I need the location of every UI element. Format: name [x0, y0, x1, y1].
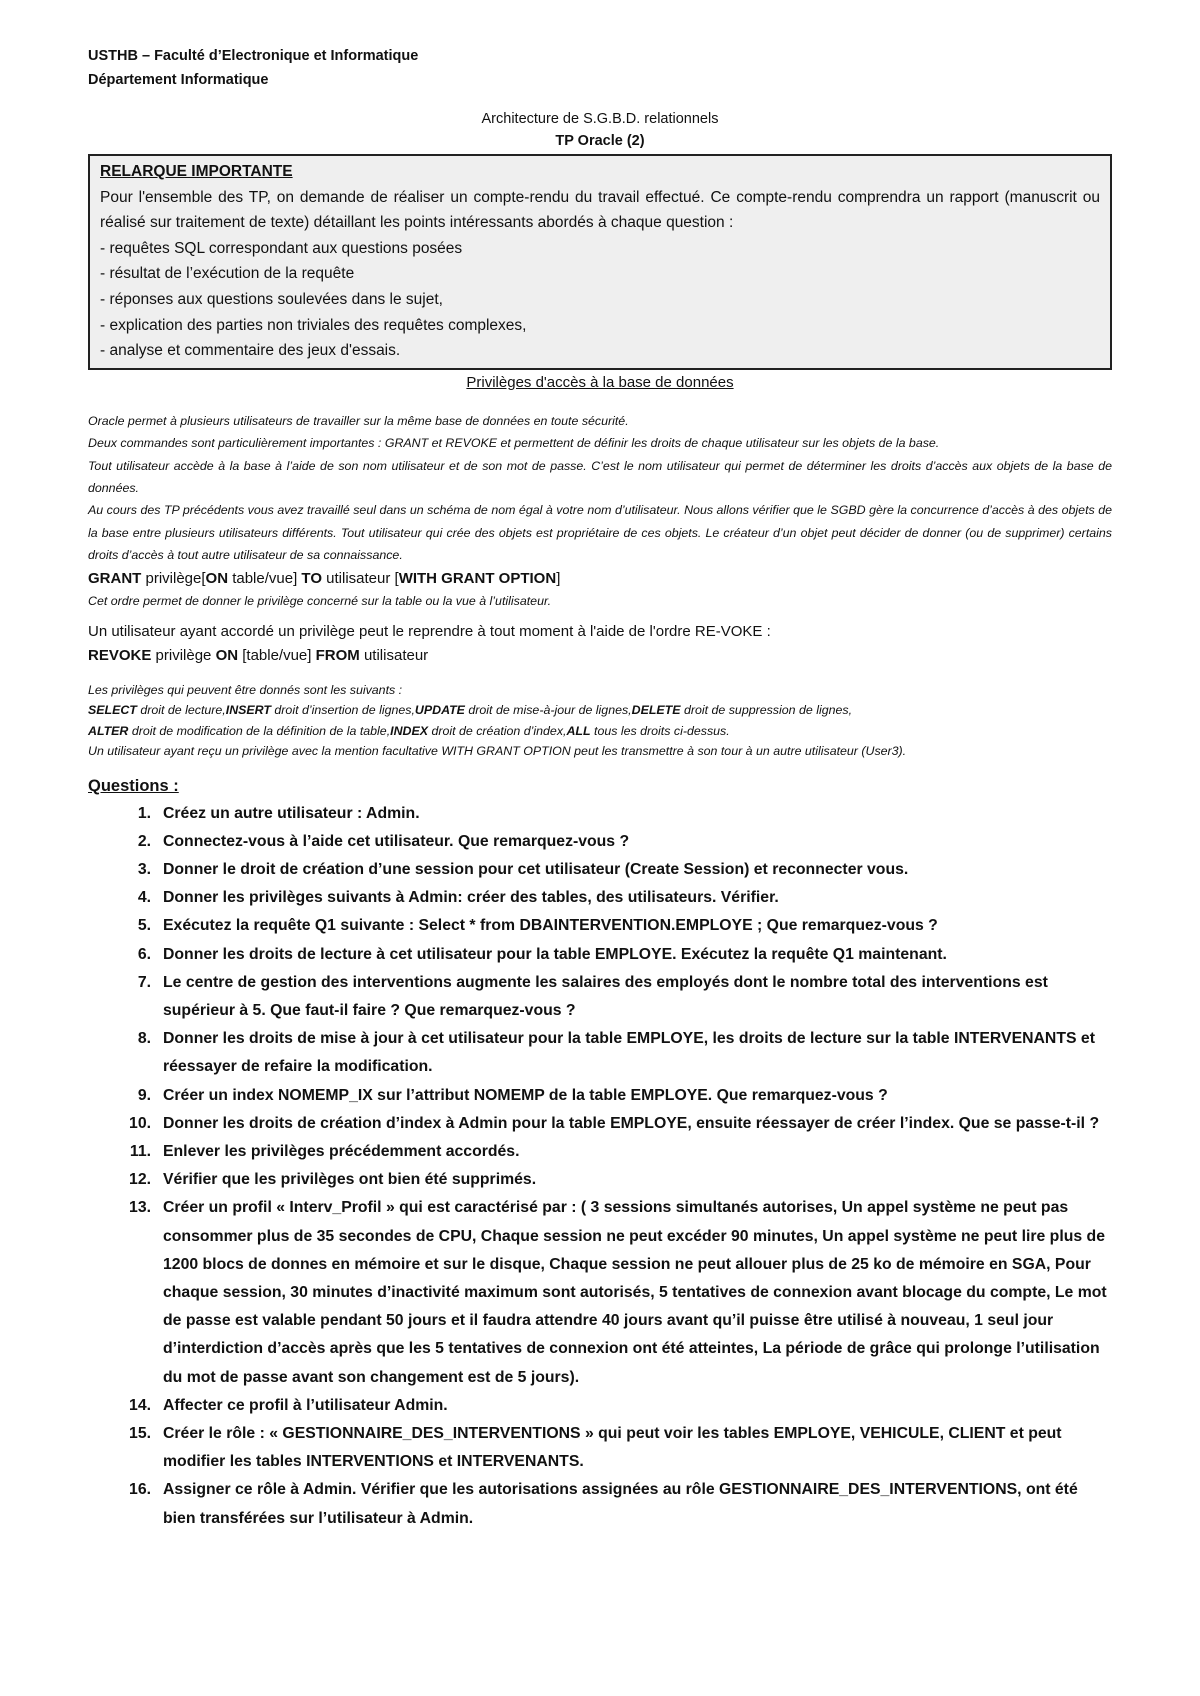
question-item — [88, 1138, 1112, 1166]
question-text: Créer un index NOMEMP_IX sur l’attribut NOMEMP de la table EMPLOYE. Que remarquez-vous ? — [163, 1086, 888, 1104]
question-number: 2. — [137, 832, 151, 850]
question-item — [88, 828, 1112, 856]
privileges-outro: Un utilisateur ayant reçu un privilège avec la mention facultative WITH GRANT OPTION peut les transmettre à son tour à un autre utilisateur (User3). — [88, 744, 907, 759]
syntax-text: utilisateur — [359, 646, 429, 664]
question-text: Donner les droits de mise à jour à cet utilisateur pour la table EMPLOYE, les droits de lecture sur la table INTERVENANTS et réessayer de refaire la modification. — [163, 1030, 1095, 1076]
question-text: Affecter ce profil à l’utilisateur Admin. — [163, 1396, 448, 1414]
remark-item: - requêtes SQL correspondant aux questions posées — [100, 239, 463, 257]
syntax-text: privilège[ — [141, 569, 206, 587]
intro-paragraph: Au cours des TP précédents vous avez travaillé seul dans un schéma de nom égal à votre nom d’utilisateur. Nous allons vérifier que le SGBD gère la concurrence d’accès à des objets de la base entre plusieurs utilisateurs différents. Tout utilisateur qui crée des objets est propriétaire de ces objets. Le créateur d’un objet peut décider de donner (ou de supprimer) certains droits d’accès à tout autre utilisateur de sa connaissance. — [88, 503, 1112, 563]
privilege-desc: tous les droits ci-dessus. — [590, 723, 730, 738]
question-text: Créez un autre utilisateur : Admin. — [163, 804, 420, 822]
remark-item: - explication des parties non triviales des requêtes complexes, — [100, 316, 527, 334]
question-number: 15. — [129, 1425, 151, 1443]
question-item — [88, 1476, 1112, 1532]
privilege-keyword: UPDATE — [414, 703, 465, 718]
privilege-desc: droit de suppression de lignes, — [680, 703, 853, 718]
privilege-desc: droit de lecture, — [136, 703, 226, 718]
question-item — [88, 800, 1112, 828]
keyword: TO — [301, 569, 322, 587]
question-text: Créer le rôle : « GESTIONNAIRE_DES_INTERVENTIONS » qui peut voir les tables EMPLOYE, VEHICULE, CLIENT et peut modifier les tables INTERVENTIONS et INTERVENANTS. — [163, 1425, 1062, 1471]
question-item — [88, 912, 1112, 940]
important-remark-box — [88, 154, 1112, 370]
question-number: 16. — [129, 1481, 151, 1499]
syntax-text: utilisateur [ — [321, 569, 399, 587]
question-item — [88, 856, 1112, 884]
keyword: ON — [215, 646, 239, 664]
question-item — [88, 969, 1112, 1025]
faculty-line: USTHB – Faculté d’Electronique et Informatique — [88, 48, 419, 64]
question-text: Vérifier que les privilèges ont bien été supprimés. — [163, 1171, 537, 1189]
question-number: 4. — [137, 889, 151, 907]
question-number: 14. — [129, 1396, 151, 1414]
question-text: Le centre de gestion des interventions augmente les salaires des employés dont le nombre total des interventions est supérieur à 5. Que faut-il faire ? Que remarquez-vous ? — [163, 973, 1048, 1020]
intro-paragraph: Tout utilisateur accède à la base à l’aide de son nom utilisateur et de son mot de passe. C’est le nom utilisateur qui permet de déterminer les droits d’accès aux objets de la base de données. — [88, 458, 1112, 495]
syntax-text: [table/vue] — [238, 646, 316, 664]
question-number: 1. — [137, 804, 151, 822]
question-text: Créer un profil « Interv_Profil » qui est caractérisé par : ( 3 sessions simultanés autorises, Un appel système ne peut pas consommer plus de 35 secondes de CPU, Chaque session ne peut excéder 90 minutes, Un appel système ne peut lire plus de 1200 blocs de donnes en mémoire et sur le disque, Chaque session ne peut allouer plus de 25 ko de mémoire en SGA, Pour chaque session, 30 minutes d’inactivité maximum sont autorisés, 5 tentatives de connexion avant blocage du compte, Le mot de passe est valable pendant 50 jours et il faudra attendre 40 jours avant qu’il puisse être utilisé à nouveau, 1 seul jour d’interdiction d’accès après que les 5 tentatives de connexion ont été atteintes, La période de grâce qui prolonge l’utilisation du mot de passe avant son changement est de 5 jours). — [163, 1199, 1107, 1386]
remark-intro: Pour l'ensemble des TP, on demande de réaliser un compte-rendu du travail effectué. Ce compte-rendu comprendra un rapport (manuscrit ou réalisé sur traitement de texte) détaillant les points intéressants abordés à chaque question : — [100, 188, 1100, 232]
question-text: Donner les privilèges suivants à Admin: créer des tables, des utilisateurs. Vérifier. — [163, 889, 779, 907]
revoke-syntax — [88, 644, 1112, 668]
privileges-list — [88, 680, 1112, 762]
question-text: Enlever les privilèges précédemment accordés. — [163, 1143, 520, 1161]
university-header — [88, 44, 1112, 92]
question-number: 5. — [137, 917, 151, 935]
question-item — [88, 1420, 1112, 1476]
question-text: Assigner ce rôle à Admin. Vérifier que les autorisations assignées au rôle GESTIONNAIRE_DES_INTERVENTIONS, ont été bien transférées sur l’utilisateur à Admin. — [163, 1481, 1078, 1527]
intro-paragraph: Deux commandes sont particulièrement importantes : GRANT et REVOKE et permettent de définir les droits de chaque utilisateur sur les objets de la base. — [88, 436, 940, 451]
grant-syntax — [88, 567, 1112, 591]
question-item — [88, 1110, 1112, 1138]
question-number: 11. — [129, 1143, 151, 1161]
questions-list — [88, 800, 1112, 1533]
privilege-keyword: DELETE — [631, 703, 681, 718]
syntax-text: ] — [556, 569, 561, 587]
question-text: Donner le droit de création d’une session pour cet utilisateur (Create Session) et reconnecter vous. — [163, 861, 909, 878]
question-text: Connectez-vous à l’aide cet utilisateur. Que remarquez-vous ? — [163, 832, 630, 850]
question-text: Exécutez la requête Q1 suivante : Select * from DBAINTERVENTION.EMPLOYE ; Que remarquez-vous ? — [163, 917, 938, 935]
remark-item: - réponses aux questions soulevées dans le sujet, — [100, 290, 443, 308]
syntax-text: privilège — [151, 646, 216, 664]
question-text: Donner les droits de lecture à cet utilisateur pour la table EMPLOYE. Exécutez la requête Q1 maintenant. — [163, 945, 947, 963]
question-item — [88, 884, 1112, 912]
intro-paragraph: Oracle permet à plusieurs utilisateurs de travailler sur la même base de données en toute sécurité. — [88, 413, 629, 428]
question-number: 13. — [129, 1199, 151, 1217]
question-number: 7. — [137, 973, 151, 991]
remark-item: - analyse et commentaire des jeux d'essais. — [100, 342, 401, 360]
question-number: 3. — [137, 861, 151, 878]
revoke-intro: Un utilisateur ayant accordé un privilège peut le reprendre à tout moment à l'aide de l'ordre RE-VOKE : — [88, 622, 771, 640]
questions-title: Questions : — [88, 776, 179, 795]
remark-item: - résultat de l’exécution de la requête — [100, 265, 355, 283]
keyword: FROM — [315, 646, 360, 664]
question-number: 6. — [137, 945, 151, 963]
privileges-line — [88, 721, 1112, 742]
privilege-desc: droit de création d’index, — [428, 723, 567, 738]
question-item — [88, 1194, 1112, 1391]
question-item — [88, 1025, 1112, 1081]
keyword: ON — [205, 569, 229, 587]
section-title: Privilèges d'accès à la base de données — [466, 373, 734, 391]
privileges-line — [88, 700, 1112, 721]
keyword: GRANT — [88, 569, 142, 587]
privilege-desc: droit de modification de la définition de la table, — [128, 723, 391, 738]
privilege-keyword: SELECT — [88, 703, 137, 718]
privilege-keyword: INDEX — [390, 723, 429, 738]
question-item — [88, 1392, 1112, 1420]
department-line: Département Informatique — [88, 72, 269, 88]
remark-title: RELARQUE IMPORTANTE — [100, 163, 293, 180]
question-item — [88, 1082, 1112, 1110]
privilege-keyword: ALTER — [88, 723, 129, 738]
question-text: Donner les droits de création d’index à Admin pour la table EMPLOYE, ensuite réessayer de créer l’index. Que se passe-t-il ? — [163, 1114, 1100, 1132]
privilege-desc: droit de mise-à-jour de lignes, — [464, 703, 632, 718]
syntax-text: table/vue] — [228, 569, 302, 587]
question-number: 12. — [129, 1171, 151, 1189]
question-item — [88, 1166, 1112, 1194]
privilege-keyword: INSERT — [225, 703, 271, 718]
privilege-keyword: ALL — [566, 723, 591, 738]
question-item — [88, 941, 1112, 969]
tp-title: TP Oracle (2) — [555, 133, 645, 149]
privilege-desc: droit d’insertion de lignes, — [270, 703, 415, 718]
question-number: 8. — [137, 1030, 151, 1048]
keyword: WITH GRANT OPTION — [398, 569, 557, 587]
keyword: REVOKE — [88, 646, 152, 664]
question-number: 10. — [129, 1114, 151, 1132]
intro-text — [88, 410, 1112, 567]
privileges-intro: Les privilèges qui peuvent être donnés sont les suivants : — [88, 682, 403, 697]
question-number: 9. — [137, 1086, 151, 1104]
course-title: Architecture de S.G.B.D. relationnels — [481, 111, 719, 127]
grant-description: Cet ordre permet de donner le privilège concerné sur la table ou la vue à l’utilisateur. — [88, 593, 552, 608]
